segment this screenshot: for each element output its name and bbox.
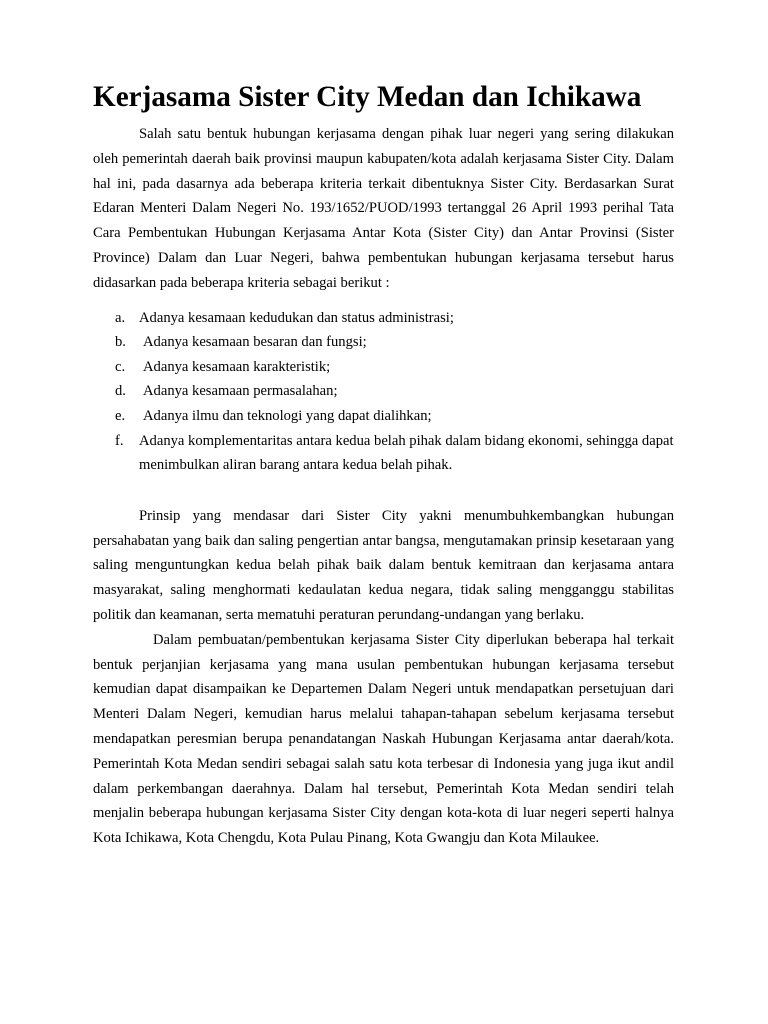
list-item-text: Adanya kesamaan kedudukan dan status administrasi; (139, 309, 454, 326)
document-title: Kerjasama Sister City Medan dan Ichikawa (93, 81, 642, 113)
list-item (93, 404, 674, 429)
list-marker: d. (115, 383, 126, 400)
list-marker: e. (115, 407, 126, 424)
list-item-text: Adanya komplementaritas antara kedua belah pihak dalam bidang ekonomi, sehingga dapat menimbulkan aliran barang antara kedua belah pihak. (139, 432, 674, 474)
list-item (93, 429, 674, 478)
list-item (93, 379, 674, 404)
list-marker: b. (115, 334, 126, 351)
list-item (93, 330, 674, 355)
paragraph-principles: Prinsip yang mendasar dari Sister City yakni menumbuhkembangkan hubungan persahabatan yang baik dan saling pengertian antar bangsa, mengutamakan prinsip kesetaraan yang saling menguntungkan kedua belah pihak baik dalam bentuk kemitraan dan kerjasama antara masyarakat, saling menghormati kedaulatan kedua negara, tidak saling mengganggu stabilitas politik dan keamanan, serta mematuhi peraturan perundang-undangan yang berlaku. (93, 507, 674, 623)
list-item (93, 355, 674, 380)
paragraph-formation: Dalam pembuatan/pembentukan kerjasama Sister City diperlukan beberapa hal terkait bentuk perjanjian kerjasama yang mana usulan pembentukan hubungan kerjasama tersebut kemudian dapat disampaikan ke Departemen Dalam Negeri untuk mendapatkan persetujuan dari Menteri Dalam Negeri, kemudian harus melalui tahapan-tahapan sebelum kerjasama tersebut mendapatkan peresmian berupa penandatangan Naskah Hubungan Kerjasama antar daerah/kota. Pemerintah Kota Medan sendiri sebagai salah satu kota terbesar di Indonesia yang juga ikut andil dalam perkembangan daerahnya. Dalam hal tersebut, Pemerintah Kota Medan sendiri telah menjalin beberapa hubungan kerjasama Sister City dengan kota-kota di luar negeri seperti halnya Kota Ichikawa, Kota Chengdu, Kota Pulau Pinang, Kota Gwangju dan Kota Milaukee. (93, 631, 674, 847)
list-item-text: Adanya ilmu dan teknologi yang dapat dialihkan; (143, 407, 432, 424)
list-item-text: Adanya kesamaan karakteristik; (143, 358, 331, 375)
list-item-text: Adanya kesamaan permasalahan; (143, 383, 338, 400)
list-item-text: Adanya kesamaan besaran dan fungsi; (143, 334, 367, 351)
list-marker: a. (115, 309, 126, 326)
paragraph-intro: Salah satu bentuk hubungan kerjasama dengan pihak luar negeri yang sering dilakukan oleh pemerintah daerah baik provinsi maupun kabupaten/kota adalah kerjasama Sister City. Dalam hal ini, pada dasarnya ada beberapa kriteria terkait dibentuknya Sister City. Berdasarkan Surat Edaran Menteri Dalam Negeri No. 193/1652/PUOD/1993 tertanggal 26 April 1993 perihal Tata Cara Pembentukan Hubungan Kerjasama Antar Kota (Sister City) dan Antar Provinsi (Sister Province) Dalam dan Luar Negeri, bahwa pembentukan hubungan kerjasama tersebut harus didasarkan pada beberapa kriteria sebagai berikut : (93, 126, 674, 291)
list-item (93, 306, 674, 331)
criteria-list (93, 306, 674, 478)
list-marker: f. (115, 432, 124, 449)
document-page (93, 81, 674, 851)
list-marker: c. (115, 358, 126, 375)
